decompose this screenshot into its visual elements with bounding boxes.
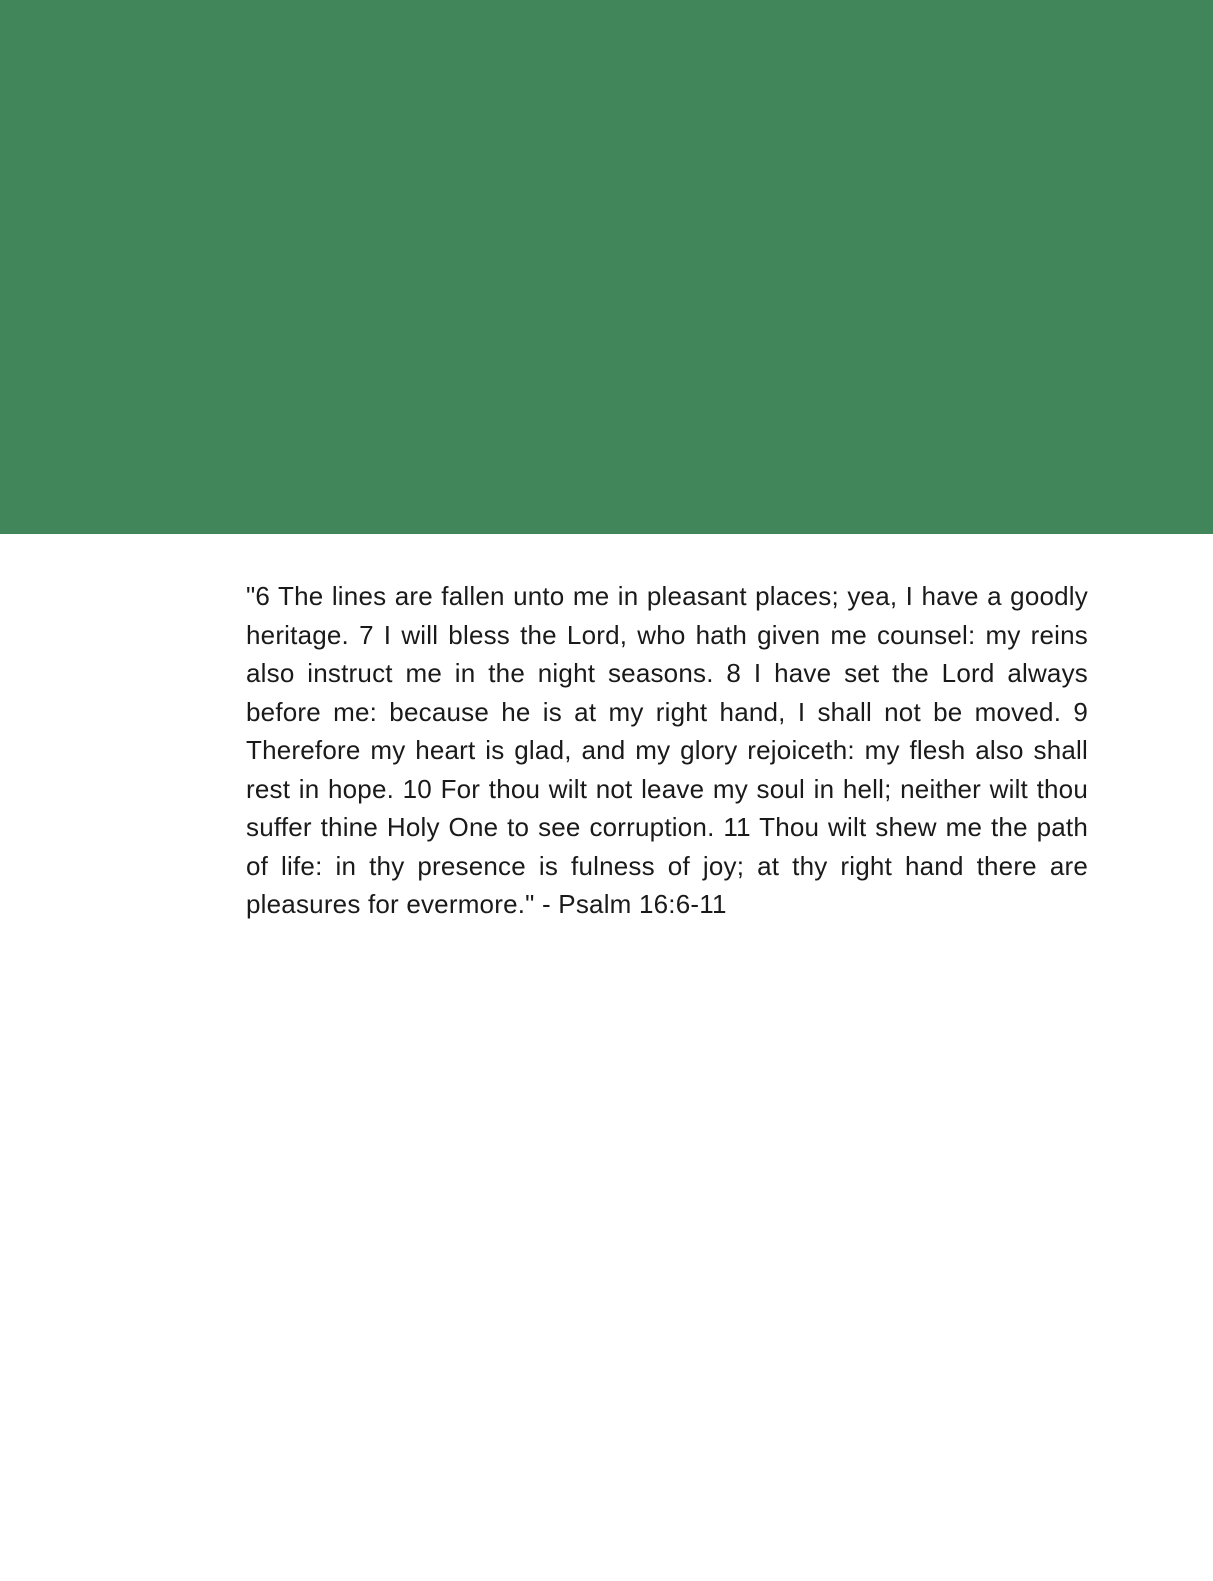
scripture-quote: "6 The lines are fallen unto me in pleasant places; yea, I have a goodly heritage. 7 I will bless the Lord, who hath given me counsel: my reins also instruct me in the night seasons. 8 I have set the Lord always before me: because he is at my right hand, I shall not be moved. 9 Therefore my heart is glad, and my glory rejoiceth: my flesh also shall rest in hope. 10 For thou wilt not leave my soul in hell; neither wilt thou suffer thine Holy One to see corruption. 11 Thou wilt shew me the path of life: in thy presence is fulness of joy; at thy right hand there are pleasures for evermore." - Psalm 16:6-11 — [246, 581, 1088, 919]
green-header-banner — [0, 0, 1213, 534]
